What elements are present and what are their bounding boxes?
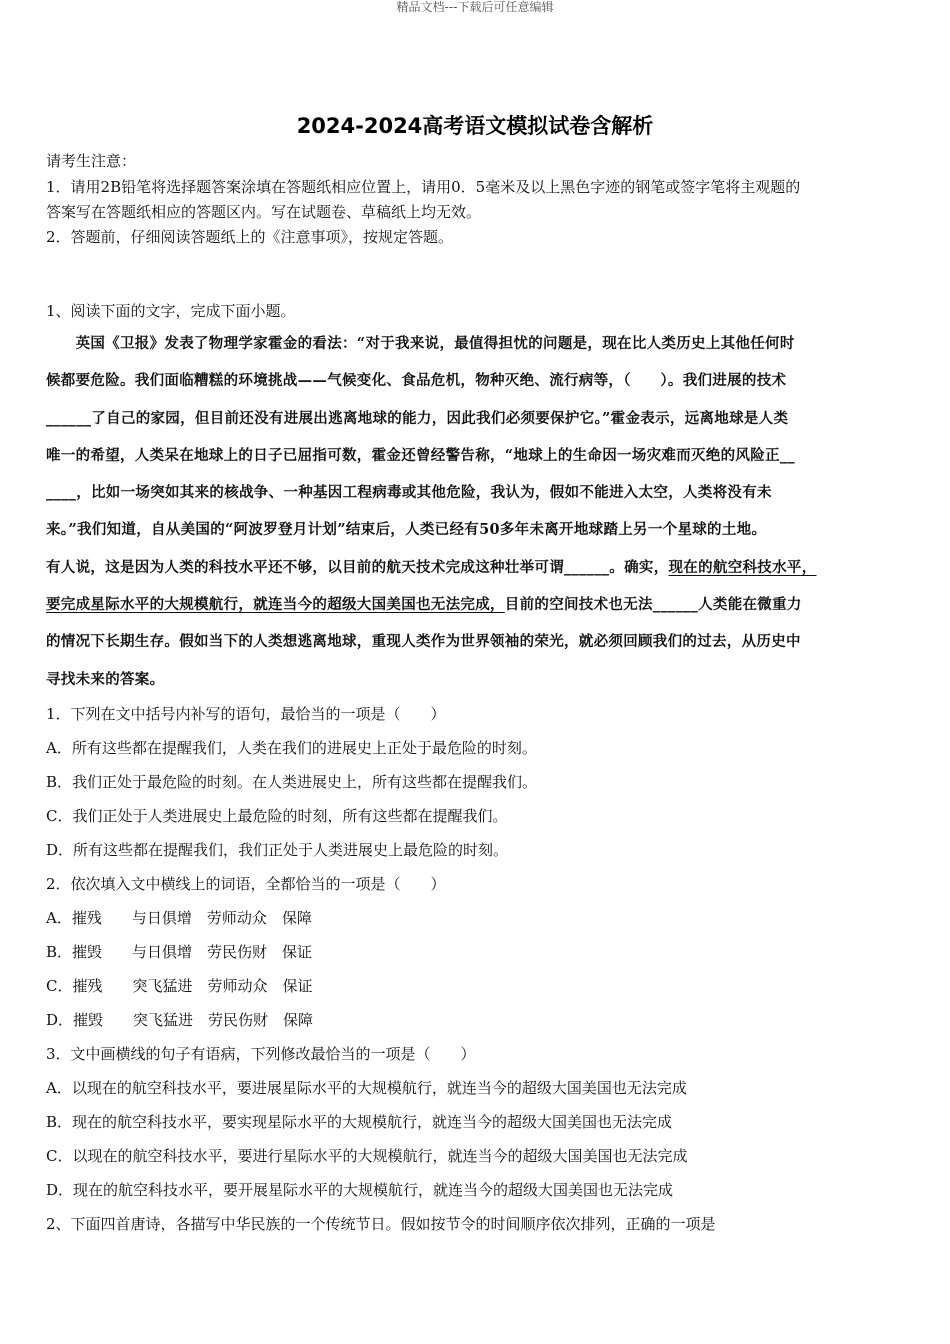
passage-line: 唯一的希望，人类呆在地球上的日子已屈指可数，霍金还曾经警告称，“地球上的生命因一场灾难而灭绝的风险正__	[46, 447, 795, 464]
passage-line-7-text: 有人说，这是因为人类的科技水平还不够，以目前的航天技术完成这种壮举可谓______。确实，	[46, 559, 669, 576]
question-2-option-d: D．摧毁 突飞猛进 劳民伤财 保障	[46, 1011, 314, 1029]
question-2-option-a: A．摧残 与日俱增 劳师动众 保障	[46, 909, 312, 927]
question-2-stem: 2．依次填入文中横线上的词语，全都恰当的一项是（ ）	[46, 875, 446, 893]
passage-line: ____，比如一场突如其来的核战争、一种基因工程病毒或其他危险，我认为，假如不能进入太空，人类将没有未	[46, 484, 772, 501]
underlined-sentence-part-2: 要完成星际水平的大规模航行，就连当今的超级大国美国也无法完成，	[46, 596, 505, 613]
question-3-stem: 3．文中画横线的句子有语病，下列修改最恰当的一项是（ ）	[46, 1045, 476, 1063]
section-2-heading: 2、下面四首唐诗，各描写中华民族的一个传统节日。假如按节令的时间顺序依次排列，正确的一项是	[46, 1215, 716, 1233]
passage-line-8-rest: 目前的空间技术也无法______人类能在微重力	[504, 596, 802, 613]
passage-line: 的情况下长期生存。假如当下的人类想逃离地球，重现人类作为世界领袖的荣光，就必须回顾我们的过去，从历史中	[46, 633, 801, 650]
question-1-option-c: C．我们正处于人类进展史上最危险的时刻，所有这些都在提醒我们。	[46, 807, 508, 825]
notice-item-1-line-2: 答案写在答题纸相应的答题区内。写在试题卷、草稿纸上均无效。	[46, 203, 482, 221]
notice-heading: 请考生注意：	[46, 152, 137, 170]
passage-line-8	[46, 595, 901, 615]
question-1-option-a: A．所有这些都在提醒我们，人类在我们的进展史上正处于最危险的时刻。	[46, 739, 537, 757]
question-1-stem: 1．下列在文中括号内补写的语句，最恰当的一项是（ ）	[46, 705, 446, 723]
passage-line: 英国《卫报》发表了物理学家霍金的看法：“对于我来说，最值得担忧的问题是，现在比人类历史上其他任何时	[46, 335, 795, 352]
underlined-sentence-part-1: 现在的航空科技水平，	[668, 559, 817, 576]
passage-line: 候都要危险。我们面临糟糕的环境挑战——气候变化、食品危机，物种灭绝、流行病等，（ ）。我们进展的技术	[46, 372, 787, 389]
passage-line: 寻找未来的答案。	[46, 671, 165, 688]
question-1-option-d: D．所有这些都在提醒我们，我们正处于人类进展史上最危险的时刻。	[46, 841, 509, 859]
section-1-heading: 1、阅读下面的文字，完成下面小题。	[46, 302, 296, 320]
question-3-option-d: D．现在的航空科技水平，要开展星际水平的大规模航行，就连当今的超级大国美国也无法完成	[46, 1181, 674, 1199]
document-title: 2024-2024高考语文模拟试卷含解析	[296, 114, 654, 138]
passage-line: 来。”我们知道，自从美国的“阿波罗登月计划”结束后，人类已经有50多年未离开地球踏上另一个星球的土地。	[46, 521, 767, 538]
page-header-note: 精品文档---下载后可任意编辑	[396, 0, 554, 14]
question-2-option-b: B．摧毁 与日俱增 劳民伤财 保证	[46, 943, 313, 961]
notice-item-2: 2．答题前，仔细阅读答题纸上的《注意事项》，按规定答题。	[46, 228, 454, 246]
notice-item-1-line-1: 1．请用2B铅笔将选择题答案涂填在答题纸相应位置上，请用0．5毫米及以上黑色字迹的钢笔或签字笔将主观题的	[46, 178, 801, 196]
question-3-option-b: B．现在的航空科技水平，要实现星际水平的大规模航行，就连当今的超级大国美国也无法完成	[46, 1113, 673, 1131]
question-3-option-a: A．以现在的航空科技水平，要进展星际水平的大规模航行，就连当今的超级大国美国也无法完成	[46, 1079, 687, 1097]
passage-line-7	[46, 558, 916, 578]
question-3-option-c: C．以现在的航空科技水平，要进行星际水平的大规模航行，就连当今的超级大国美国也无法完成	[46, 1147, 688, 1165]
question-1-option-b: B．我们正处于最危险的时刻。在人类进展史上，所有这些都在提醒我们。	[46, 773, 538, 791]
passage-line: ______了自己的家园，但目前还没有进展出逃离地球的能力，因此我们必须要保护它。”霍金表示，远离地球是人类	[46, 410, 789, 427]
question-2-option-c: C．摧残 突飞猛进 劳师动众 保证	[46, 977, 313, 995]
